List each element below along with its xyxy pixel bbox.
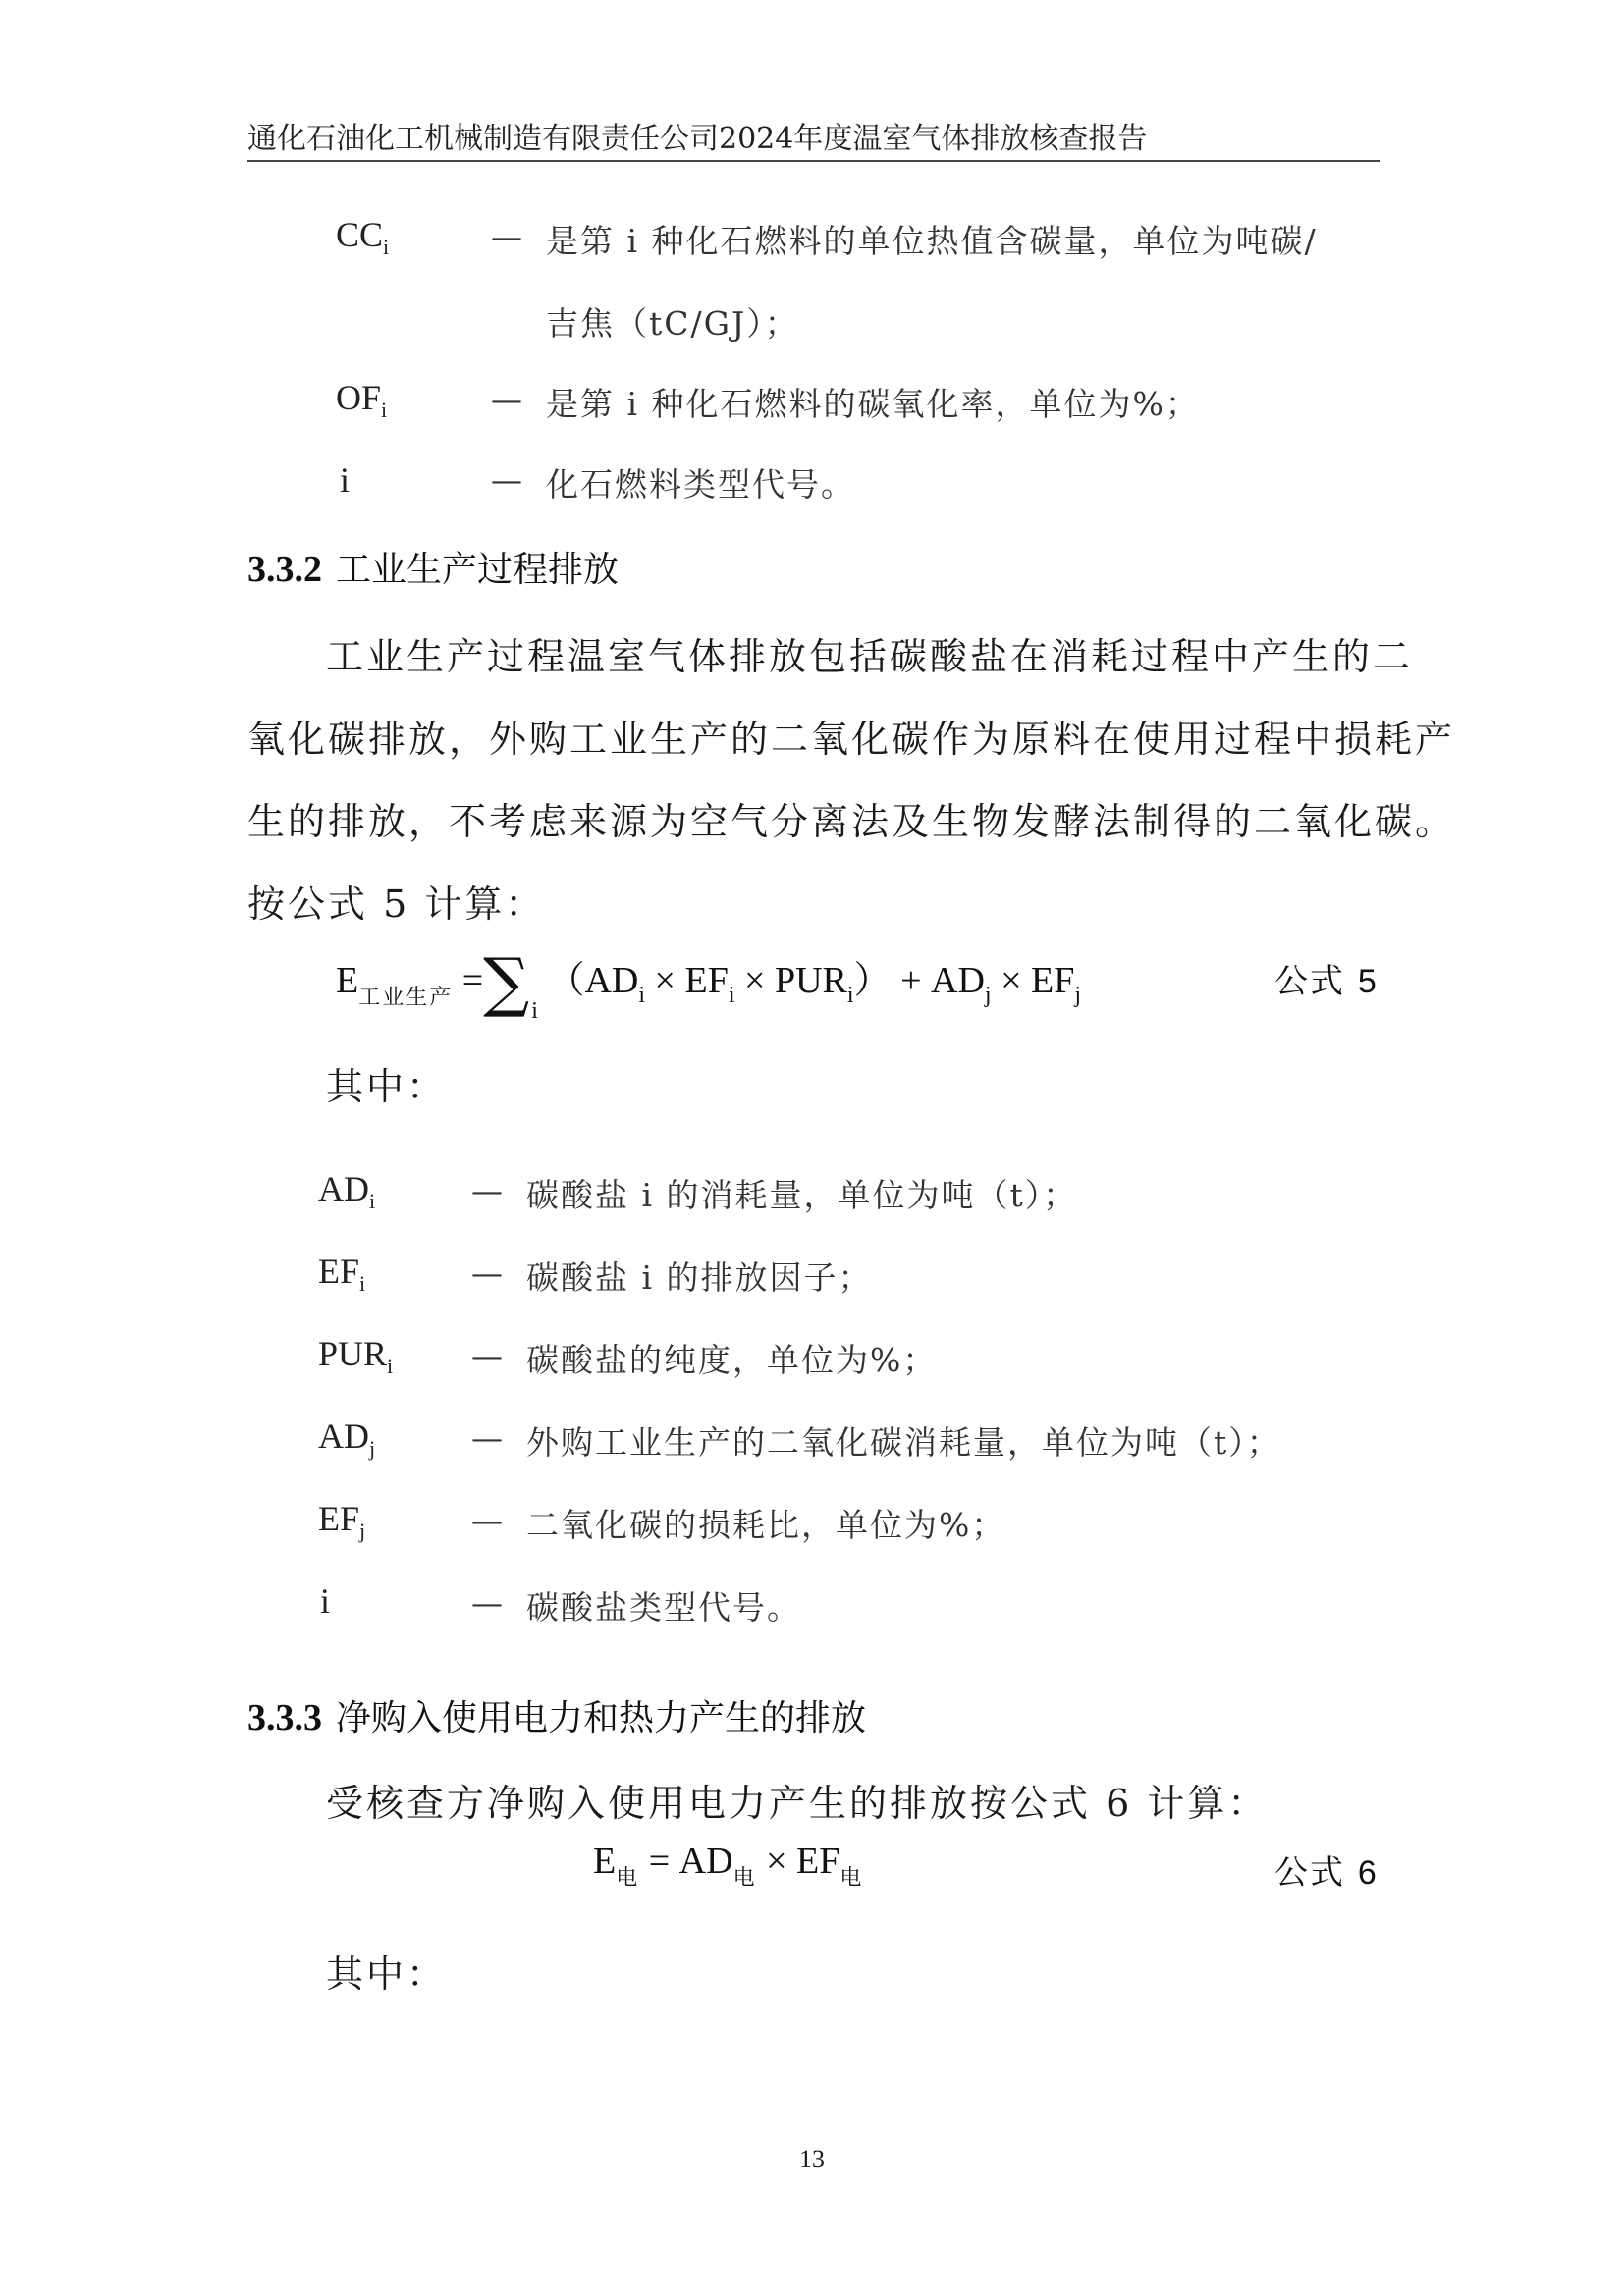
def-symbol-pur-i: $PUR_i$ <box>318 1334 394 1378</box>
def-text-ad-i: 碳酸盐 i 的消耗量，单位为吨（t）； <box>526 1176 1078 1214</box>
formula-6: $E_电 = AD_电 \times EF_电$ <box>593 1841 864 1891</box>
def-dash: — <box>471 1584 503 1622</box>
report-header-title: 通化石油化工机械制造有限责任公司2024年度温室气体排放核查报告 <box>247 122 1148 156</box>
def-symbol-of: $OF_i$ <box>336 378 388 422</box>
paragraph-line: 氧化碳排放，外购工业生产的二氧化碳作为原料在使用过程中损耗产 <box>247 718 1456 761</box>
def-dash: — <box>491 381 522 418</box>
def-dash: — <box>471 1172 503 1209</box>
paragraph-line: 生的排放，不考虑来源为空气分离法及生物发酵法制得的二氧化碳。 <box>247 800 1456 843</box>
def-text-ef-i: 碳酸盐 i 的排放因子； <box>526 1258 873 1297</box>
def-text-ad-j: 外购工业生产的二氧化碳消耗量，单位为吨（t）； <box>526 1423 1281 1462</box>
def-symbol-ad-i: $AD_i$ <box>318 1169 376 1213</box>
section-heading-3-3-2: 3.3.2 工业生产过程排放 <box>247 549 620 590</box>
paragraph-line: 按公式 5 计算： <box>247 882 546 926</box>
def-symbol-ef-i: $EF_i$ <box>318 1252 366 1296</box>
section-heading-3-3-3: 3.3.3 净购入使用电力和热力产生的排放 <box>247 1697 867 1738</box>
def-symbol-i: i <box>340 460 351 500</box>
def-symbol-ef-j: $EF_j$ <box>318 1499 366 1543</box>
def-dash: — <box>471 1419 503 1457</box>
paragraph-line: 工业生产过程温室气体排放包括碳酸盐在消耗过程中产生的二 <box>326 635 1414 678</box>
def-symbol-i: i <box>320 1581 331 1621</box>
paragraph-line: 受核查方净购入使用电力产生的排放按公式 6 计算： <box>326 1782 1269 1825</box>
def-text-ef-j: 二氧化碳的损耗比，单位为%； <box>526 1506 1006 1544</box>
where-label: 其中： <box>326 1065 448 1108</box>
def-dash: — <box>471 1255 503 1292</box>
def-dash: — <box>491 461 522 499</box>
def-symbol-cc: $CC_i$ <box>336 215 390 259</box>
formula-5-label: 公式 5 <box>1274 962 1379 1001</box>
def-text-of: 是第 i 种化石燃料的碳氧化率，单位为%； <box>546 385 1200 423</box>
def-dash: — <box>471 1337 503 1374</box>
def-symbol-ad-j: $AD_j$ <box>318 1416 376 1461</box>
where-label: 其中： <box>326 1952 448 1996</box>
def-text-cc-cont: 吉焦（tC/GJ）； <box>546 304 799 343</box>
def-text-i-carbonate: 碳酸盐类型代号。 <box>526 1588 801 1627</box>
def-text-pur-i: 碳酸盐的纯度，单位为%； <box>526 1341 938 1379</box>
def-dash: — <box>471 1502 503 1539</box>
formula-6-label: 公式 6 <box>1274 1853 1379 1893</box>
formula-5: $E_{工业生产} =\sum_i$ $(AD_i \times EF_i \times PUR_i) + AD_j \times EF_j$ <box>336 944 1082 1024</box>
def-dash: — <box>491 218 522 255</box>
def-text-cc: 是第 i 种化石燃料的单位热值含碳量，单位为吨碳/ <box>546 222 1318 260</box>
def-text-i: 化石燃料类型代号。 <box>546 465 855 504</box>
page-number: 13 <box>799 2145 825 2173</box>
header-rule <box>247 160 1380 162</box>
